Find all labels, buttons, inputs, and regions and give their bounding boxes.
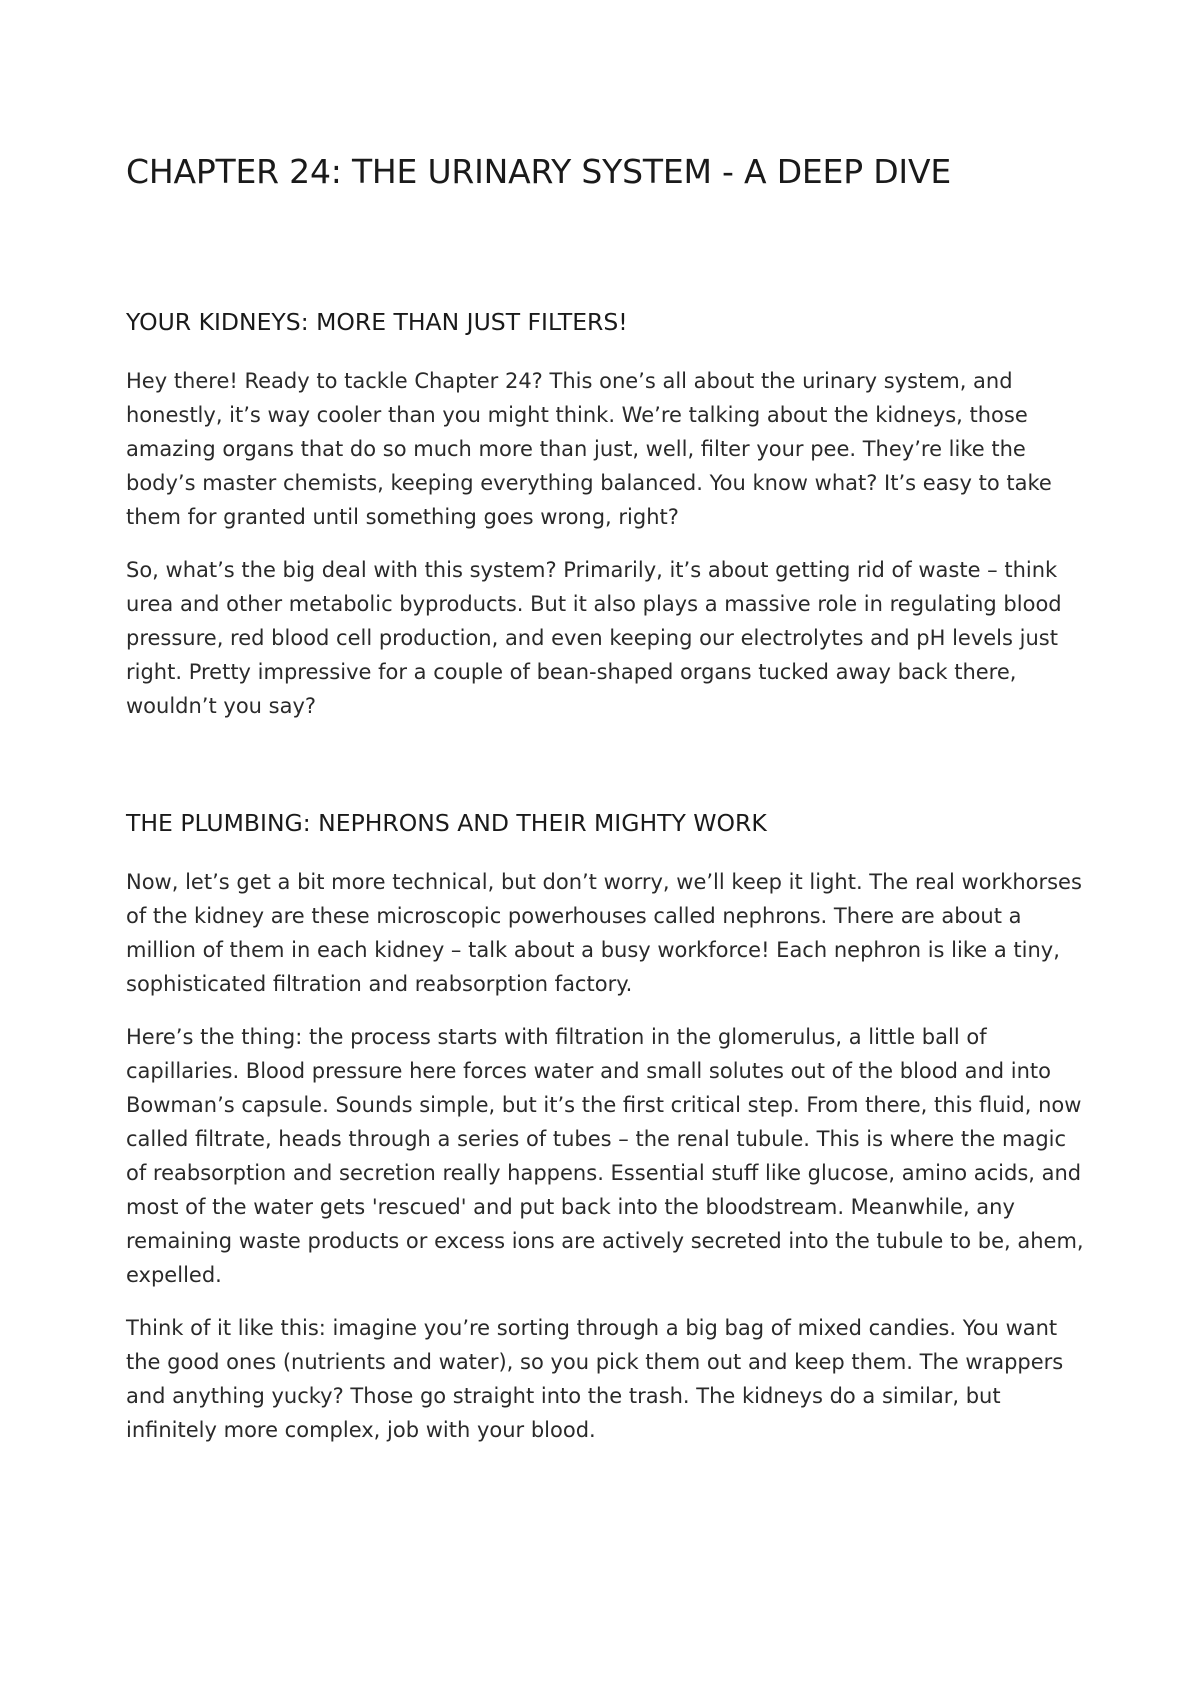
paragraph: Think of it like this: imagine you’re sorting through a big bag of mixed candies. You want the good ones (nutrients and water), so you pick them out and keep them. The wrappers and anything yucky? Those go straight into the trash. The kidneys do a similar, but infinitely more complex, job with your blood. bbox=[126, 1316, 1064, 1442]
section-kidneys bbox=[126, 306, 1086, 723]
section-heading: YOUR KIDNEYS: MORE THAN JUST FILTERS! bbox=[126, 308, 628, 336]
section-nephrons bbox=[126, 807, 1086, 1447]
paragraph: Here’s the thing: the process starts with filtration in the glomerulus, a little ball of capillaries. Blood pressure here forces water and small solutes out of the blood and into Bowman’s capsule. Sounds simple, but it’s the first critical step. From there, this fluid, now called filtrate, heads through a series of tubes – the renal tubule. This is where the magic of reabsorption and secretion really happens. Essential stuff like glucose, amino acids, and most of the water gets 'rescued' and put back into the bloodstream. Meanwhile, any remaining waste products or excess ions are actively secreted into the tubule to be, ahem, expelled. bbox=[126, 1025, 1084, 1287]
paragraph: Now, let’s get a bit more technical, but don’t worry, we’ll keep it light. The real workhorses of the kidney are these microscopic powerhouses called nephrons. There are about a million of them in each kidney – talk about a busy workforce! Each nephron is like a tiny, sophisticated filtration and reabsorption factory. bbox=[126, 870, 1082, 996]
paragraph: Hey there! Ready to tackle Chapter 24? This one’s all about the urinary system, and honestly, it’s way cooler than you might think. We’re talking about the kidneys, those amazing organs that do so much more than just, well, filter your pee. They’re like the body’s master chemists, keeping everything balanced. You know what? It’s easy to take them for granted until something goes wrong, right? bbox=[126, 369, 1052, 529]
section-heading: THE PLUMBING: NEPHRONS AND THEIR MIGHTY WORK bbox=[126, 809, 767, 837]
document-body bbox=[126, 150, 1086, 1466]
chapter-title: CHAPTER 24: THE URINARY SYSTEM - A DEEP DIVE bbox=[126, 152, 951, 191]
paragraph: So, what’s the big deal with this system? Primarily, it’s about getting rid of waste – think urea and other metabolic byproducts. But it also plays a massive role in regulating blood pressure, red blood cell production, and even keeping our electrolytes and pH levels just right. Pretty impressive for a couple of bean-shaped organs tucked away back there, wouldn’t you say? bbox=[126, 558, 1062, 718]
